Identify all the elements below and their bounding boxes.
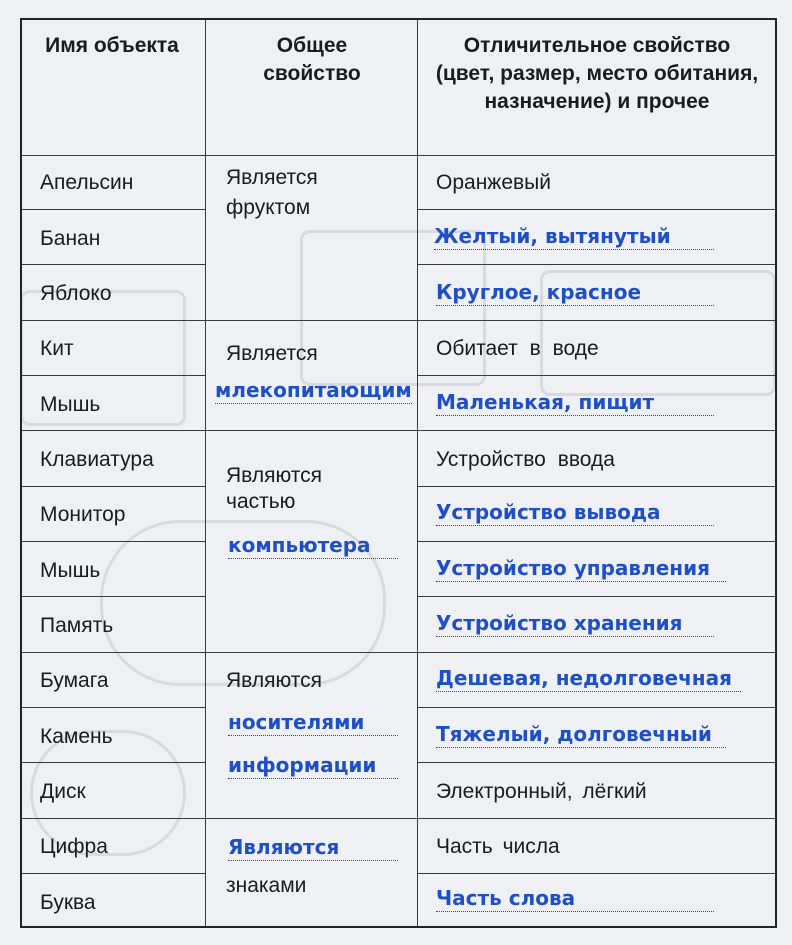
handwritten-answer: Являются — [228, 835, 398, 861]
handwritten-answer: Маленькая, пищит — [436, 390, 714, 416]
row-line — [417, 486, 775, 487]
common-property-text: Являются — [226, 464, 323, 487]
header-divider — [22, 155, 775, 156]
object-name-cell: Память — [40, 614, 114, 637]
row-line — [417, 762, 775, 763]
handwritten-answer: Дешевая, недолговечная — [436, 666, 741, 692]
row-line — [417, 707, 775, 708]
row-line — [22, 209, 205, 210]
object-name-cell: Бумага — [40, 669, 109, 692]
row-line — [417, 596, 775, 597]
handwritten-answer: информации — [228, 753, 398, 779]
row-line — [417, 818, 775, 819]
handwritten-answer: Круглое, красное — [436, 280, 714, 306]
header-object-name: Имя объекта — [45, 34, 179, 57]
common-property-text: частью — [226, 490, 296, 513]
object-name-cell: Буква — [40, 891, 96, 914]
group-line — [205, 652, 417, 653]
object-name-cell: Клавиатура — [40, 448, 154, 471]
properties-table — [20, 18, 777, 928]
row-line — [417, 873, 775, 874]
object-name-cell: Мышь — [40, 559, 101, 582]
handwritten-answer: Тяжелый, долговечный — [436, 722, 726, 748]
row-line — [22, 320, 205, 321]
object-name-cell: Кит — [40, 337, 74, 360]
row-line — [417, 652, 775, 653]
handwritten-answer: Устройство вывода — [436, 500, 714, 526]
handwritten-answer: Желтый, вытянутый — [434, 224, 714, 250]
distinct-property-text: Устройство ввода — [436, 448, 615, 471]
object-name-cell: Камень — [40, 725, 113, 748]
row-line — [22, 264, 205, 265]
object-name-cell: Цифра — [40, 835, 108, 858]
row-line — [417, 320, 775, 321]
distinct-property-text: Электронный, лёгкий — [436, 780, 647, 803]
common-property-text: знаками — [226, 874, 307, 897]
header-distinct-property: Отличительное свойство (цвет, размер, место обитания, назначение) и прочее — [435, 34, 759, 113]
object-name-cell: Диск — [40, 780, 86, 803]
object-name-cell: Яблоко — [40, 282, 112, 305]
handwritten-answer: Устройство управления — [436, 556, 726, 582]
row-line — [22, 430, 205, 431]
handwritten-answer: млекопитающим — [215, 378, 412, 402]
handwritten-answer: Часть слова — [436, 886, 714, 912]
distinct-property-text: Обитает в воде — [436, 337, 599, 360]
group-line — [205, 818, 417, 819]
row-line — [22, 652, 205, 653]
row-line — [22, 375, 205, 376]
handwritten-answer: Устройство хранения — [436, 611, 714, 637]
common-property-text: Является — [226, 342, 318, 365]
group-line — [205, 430, 417, 431]
row-line — [417, 209, 775, 210]
handwritten-answer: компьютера — [228, 533, 398, 559]
row-line — [22, 707, 205, 708]
row-line — [22, 486, 205, 487]
common-property-text: Является — [226, 166, 318, 189]
handwritten-answer: носителями — [228, 710, 398, 736]
object-name-cell: Апельсин — [40, 171, 134, 194]
row-line — [22, 596, 205, 597]
distinct-property-text: Оранжевый — [436, 171, 551, 194]
header-common-property: Общее свойство — [263, 34, 361, 85]
row-line — [417, 264, 775, 265]
row-line — [417, 541, 775, 542]
object-name-cell: Монитор — [40, 503, 126, 526]
common-property-text: фруктом — [226, 196, 311, 219]
common-property-text: Являются — [226, 669, 323, 692]
object-name-cell: Мышь — [40, 393, 101, 416]
row-line — [417, 430, 775, 431]
distinct-property-text: Часть числа — [436, 835, 560, 858]
group-line — [205, 320, 417, 321]
row-line — [22, 818, 205, 819]
object-name-cell: Банан — [40, 227, 101, 250]
row-line — [417, 375, 775, 376]
row-line — [22, 762, 205, 763]
row-line — [22, 541, 205, 542]
row-line — [22, 873, 205, 874]
